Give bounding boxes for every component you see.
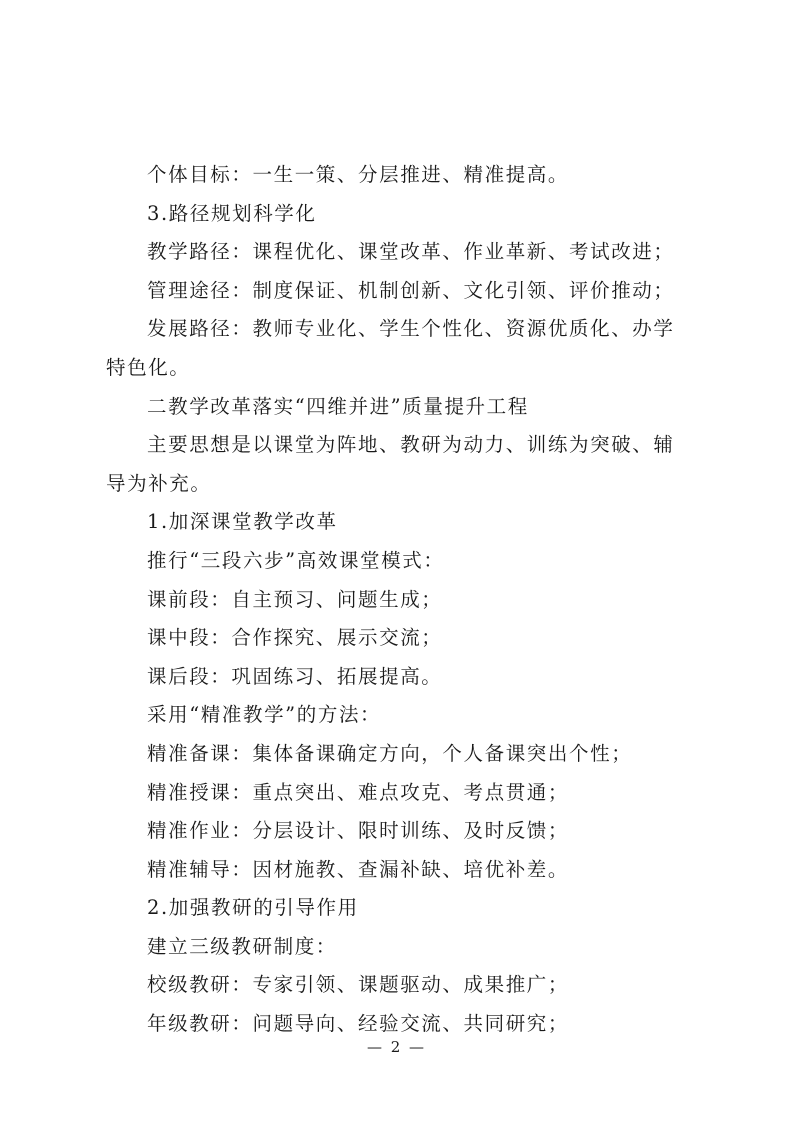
text-line: 发展路径：教师专业化、学生个性化、资源优质化、办学 xyxy=(147,317,675,341)
body-text xyxy=(106,156,696,1044)
text-line: 个体目标：一生一策、分层推进、精准提高。 xyxy=(147,163,570,186)
section-heading: 3.路径规划科学化 xyxy=(147,201,317,225)
text-line: 精准授课：重点突出、难点攻克、考点贯通； xyxy=(147,780,570,804)
text-line-continuation: 导为补充。 xyxy=(106,471,212,495)
text-line: 精准作业：分层设计、限时训练、及时反馈； xyxy=(147,819,570,843)
text-line: 精准辅导：因材施教、查漏补缺、培优补差。 xyxy=(147,857,570,881)
section-heading: 1.加深课堂教学改革 xyxy=(147,510,338,534)
chapter-heading: 二教学改革落实“四维并进”质量提升工程 xyxy=(147,394,529,418)
text-line: 精准备课：集体备课确定方向，个人备课突出个性； xyxy=(147,741,633,765)
text-line: 主要思想是以课堂为阵地、教研为动力、训练为突破、辅 xyxy=(147,433,675,457)
text-line: 校级教研：专家引领、课题驱动、成果推广； xyxy=(147,973,570,997)
page-number: — 2 — xyxy=(366,1038,427,1056)
text-line: 教学路径：课程优化、课堂改革、作业革新、考试改进； xyxy=(147,240,675,264)
text-line: 年级教研：问题导向、经验交流、共同研究； xyxy=(147,1012,570,1036)
text-line: 建立三级教研制度： xyxy=(147,934,337,958)
text-line: 管理途径：制度保证、机制创新、文化引领、评价推动； xyxy=(147,278,675,302)
text-line: 课后段：巩固练习、拓展提高。 xyxy=(147,664,443,688)
text-line: 采用“精准教学”的方法： xyxy=(147,703,382,727)
text-line: 课前段：自主预习、问题生成； xyxy=(147,587,443,611)
text-line-continuation: 特色化。 xyxy=(106,355,191,379)
text-line: 推行“三段六步”高效课堂模式： xyxy=(147,548,445,572)
text-line: 课中段：合作探究、展示交流； xyxy=(147,626,443,650)
section-heading: 2.加强教研的引导作用 xyxy=(147,896,359,920)
